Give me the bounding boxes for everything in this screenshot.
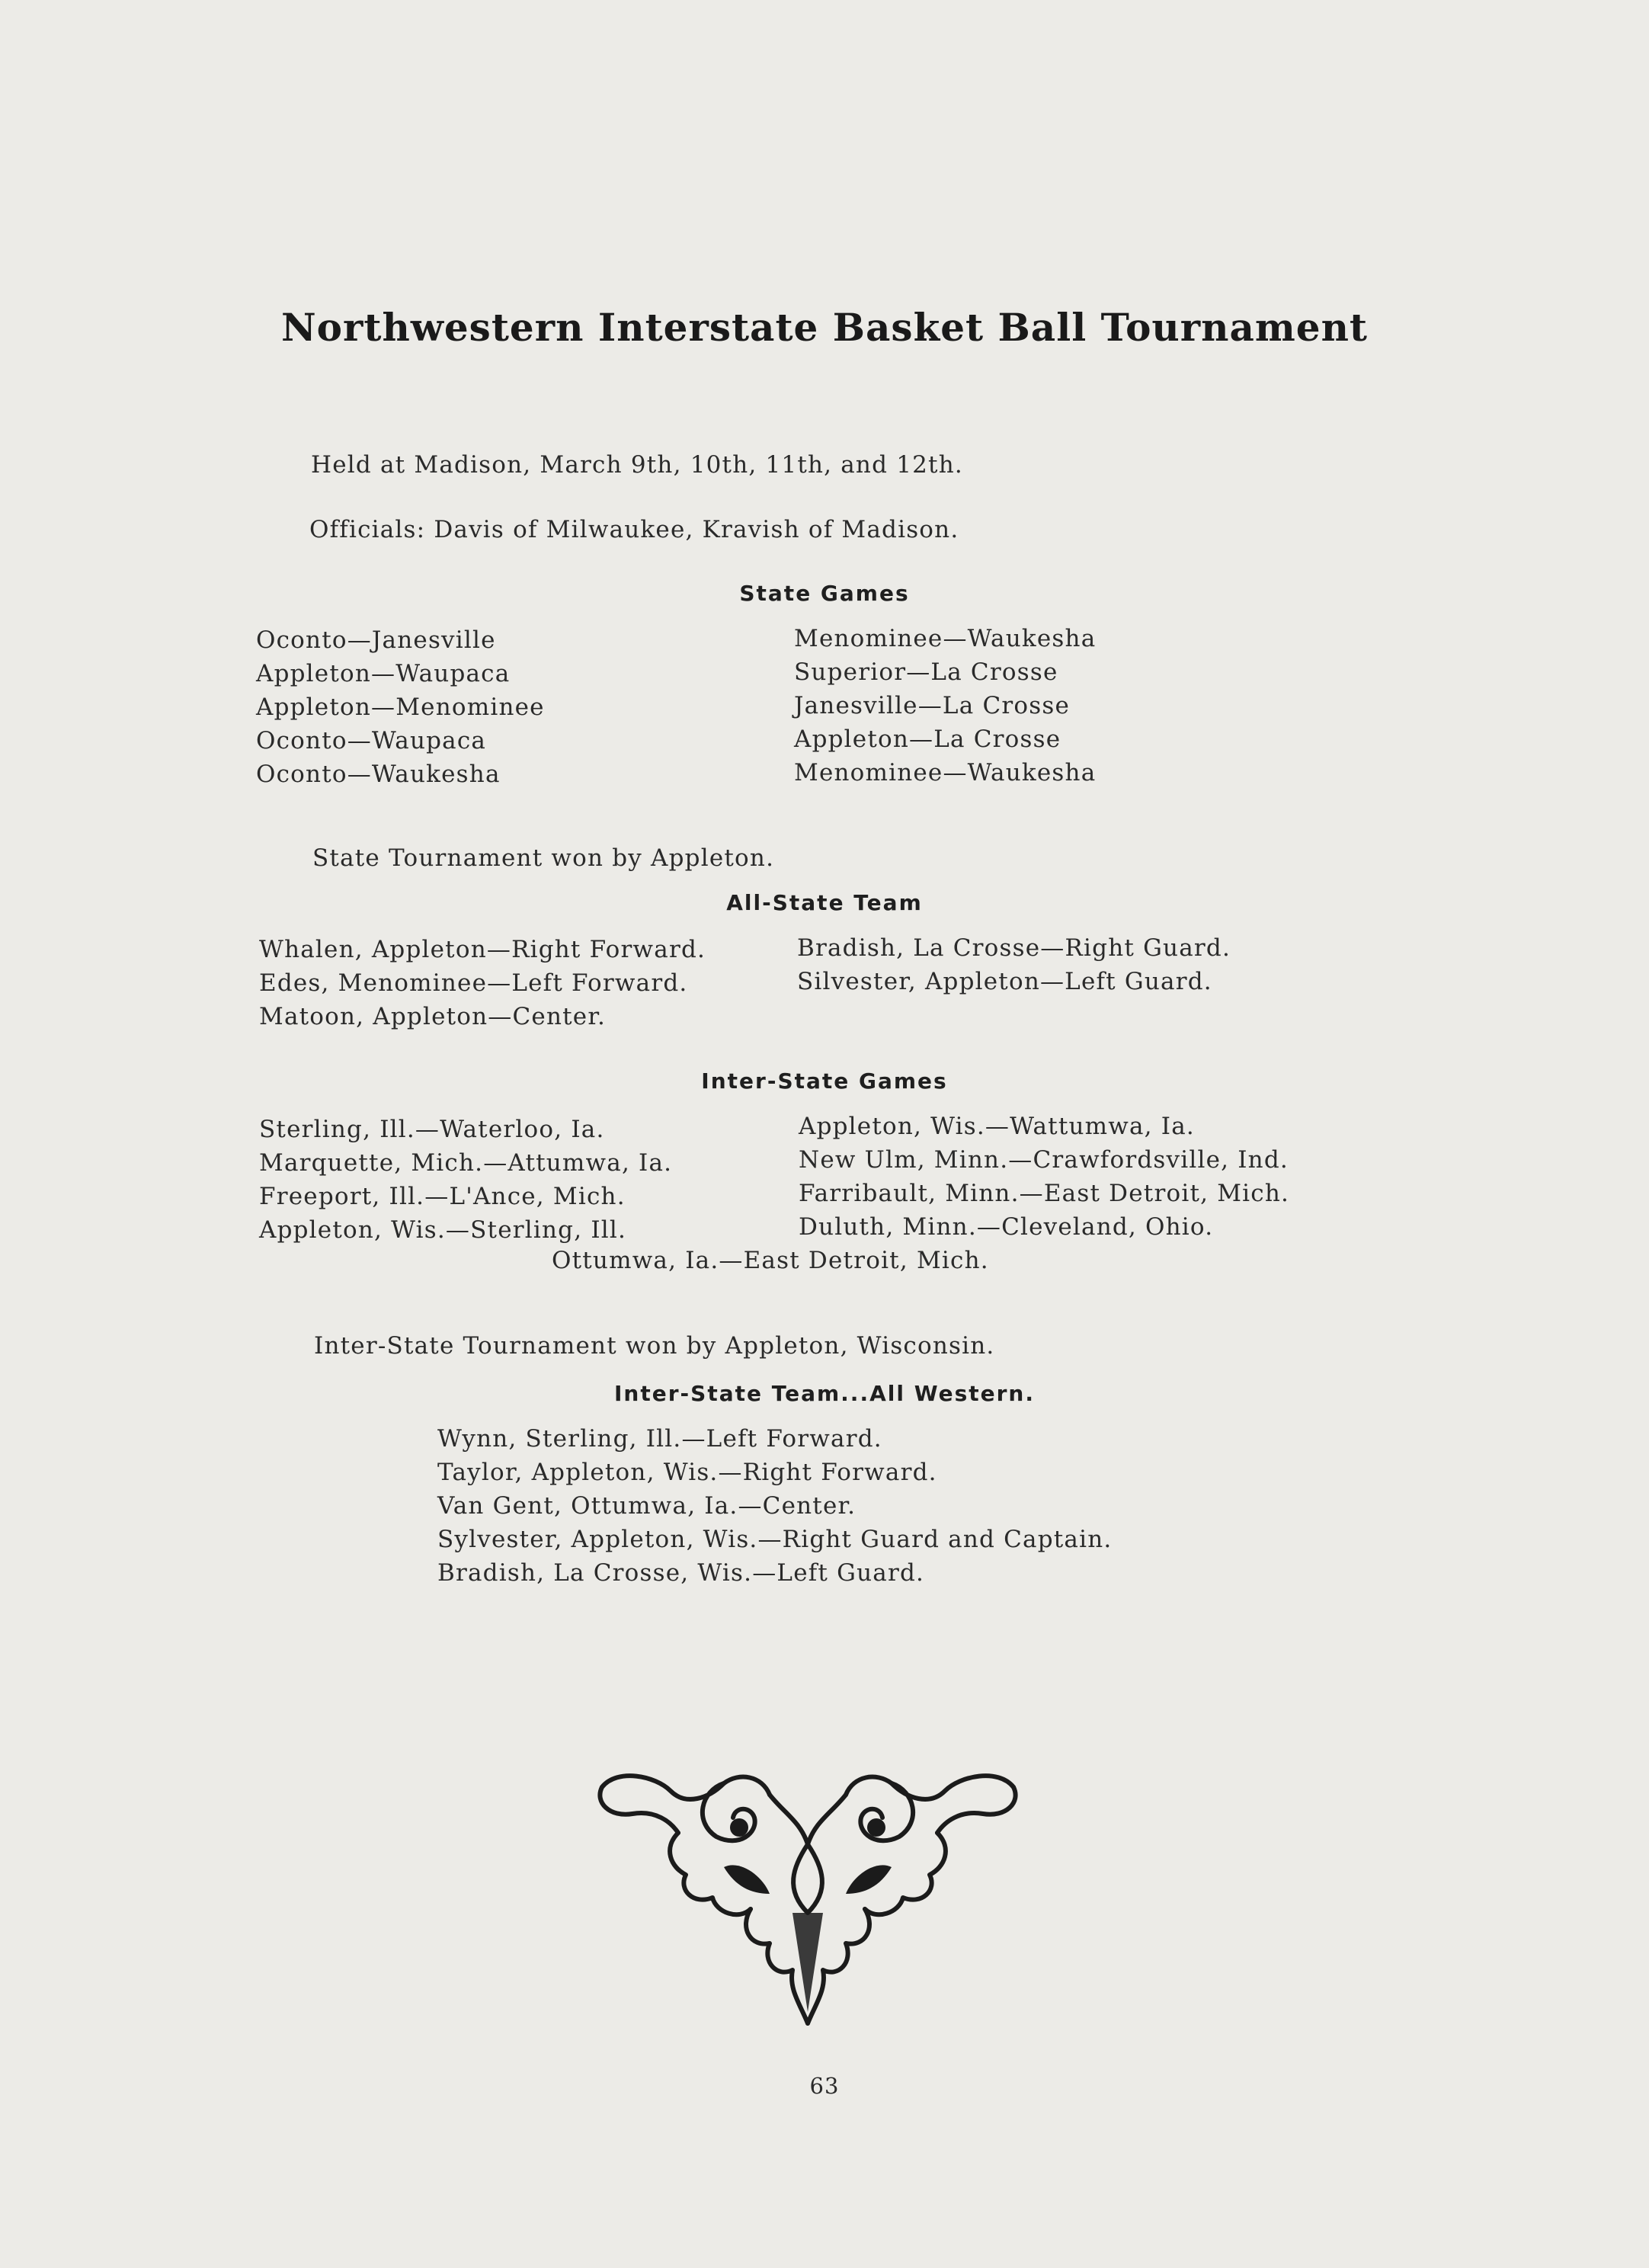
all-state-heading: All-State Team <box>726 890 923 915</box>
list-item: Bradish, La Crosse—Right Guard. <box>797 934 1231 962</box>
list-item: Farribault, Minn.—East Detroit, Mich. <box>799 1180 1290 1207</box>
all-state-right <box>797 931 1231 998</box>
page-number: 63 <box>809 2073 840 2099</box>
list-item: Sterling, Ill.—Waterloo, Ia. <box>259 1116 605 1143</box>
list-item: Duluth, Minn.—Cleveland, Ohio. <box>799 1213 1214 1241</box>
list-item: Menominee—Waukesha <box>794 625 1097 652</box>
floral-ornament-icon <box>587 1760 1029 2035</box>
list-item: Freeport, Ill.—L'Ance, Mich. <box>259 1183 626 1210</box>
list-item: Marquette, Mich.—Attumwa, Ia. <box>259 1149 673 1177</box>
list-item: Whalen, Appleton—Right Forward. <box>259 936 706 963</box>
inter-state-games-center: Ottumwa, Ia.—East Detroit, Mich. <box>552 1247 989 1274</box>
list-item: Oconto—Waupaca <box>256 727 487 754</box>
list-item: Sylvester, Appleton, Wis.—Right Guard and Captain. <box>437 1526 1113 1553</box>
list-item: Menominee—Waukesha <box>794 759 1097 786</box>
list-item: Matoon, Appleton—Center. <box>259 1003 607 1030</box>
list-item: Appleton—Waupaca <box>256 660 511 687</box>
list-item: Van Gent, Ottumwa, Ia.—Center. <box>437 1492 857 1520</box>
officials-line: Officials: Davis of Milwaukee, Kravish of Madison. <box>309 516 959 543</box>
inter-state-games-right <box>799 1110 1289 1244</box>
list-item: Appleton—La Crosse <box>794 726 1061 753</box>
list-item: Oconto—Janesville <box>256 626 496 654</box>
list-item: Silvester, Appleton—Left Guard. <box>797 968 1212 995</box>
inter-state-games-left <box>259 1113 672 1247</box>
list-item: Oconto—Waukesha <box>256 761 501 788</box>
list-item: New Ulm, Minn.—Crawfordsville, Ind. <box>799 1146 1289 1174</box>
inter-state-games-heading: Inter-State Games <box>701 1068 948 1094</box>
list-item: Bradish, La Crosse, Wis.—Left Guard. <box>437 1559 925 1587</box>
list-item: Taylor, Appleton, Wis.—Right Forward. <box>437 1459 937 1486</box>
state-winner-line: State Tournament won by Appleton. <box>312 844 775 872</box>
inter-state-winner-line: Inter-State Tournament won by Appleton, Wisconsin. <box>314 1332 995 1360</box>
state-games-right <box>794 622 1096 790</box>
all-western-heading: Inter-State Team...All Western. <box>614 1381 1035 1406</box>
page-title: Northwestern Interstate Basket Ball Tournament <box>280 305 1369 350</box>
state-games-heading: State Games <box>739 581 910 606</box>
all-state-left <box>259 933 706 1033</box>
list-item: Wynn, Sterling, Ill.—Left Forward. <box>437 1425 882 1453</box>
list-item: Superior—La Crosse <box>794 658 1058 686</box>
list-item: Janesville—La Crosse <box>794 692 1071 719</box>
held-line: Held at Madison, March 9th, 10th, 11th, and 12th. <box>311 451 963 479</box>
list-item: Appleton—Menominee <box>256 694 545 721</box>
list-item: Appleton, Wis.—Wattumwa, Ia. <box>799 1113 1195 1140</box>
list-item: Appleton, Wis.—Sterling, Ill. <box>259 1216 627 1244</box>
list-item: Edes, Menominee—Left Forward. <box>259 969 688 997</box>
all-western-list <box>437 1422 1112 1590</box>
state-games-left <box>256 623 545 791</box>
